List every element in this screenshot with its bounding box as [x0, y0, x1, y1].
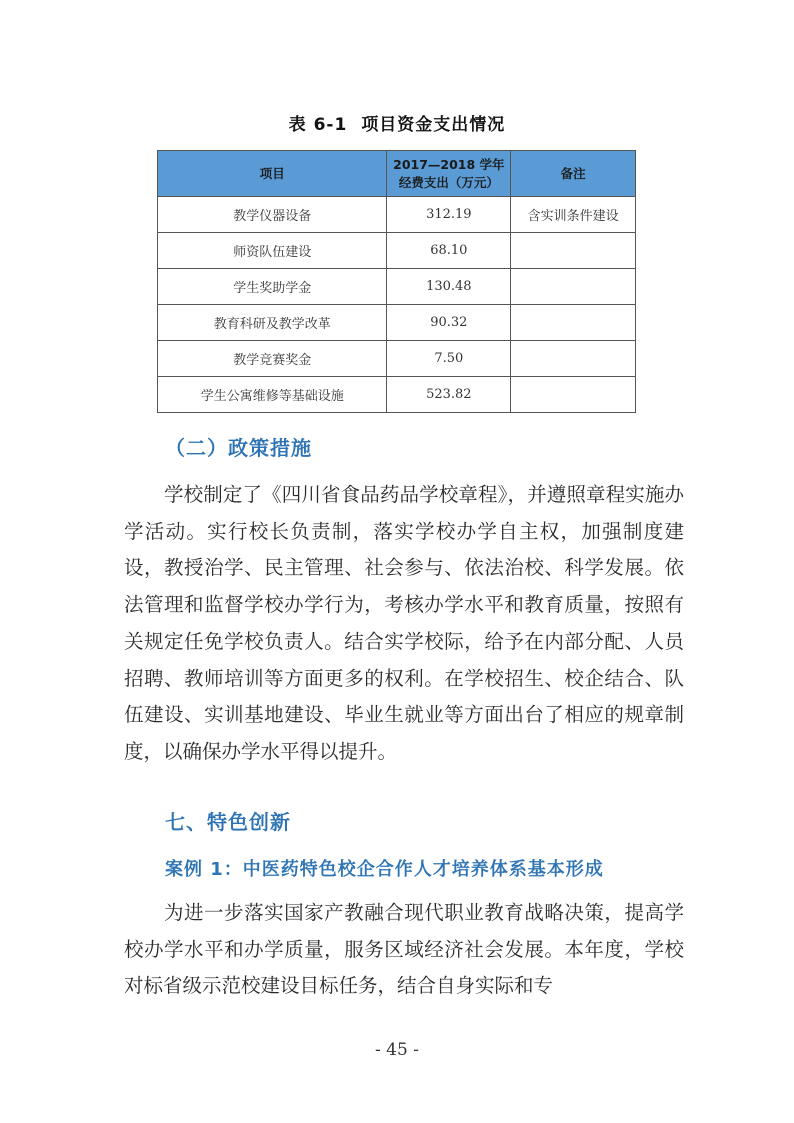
cell-note [511, 377, 636, 413]
table-caption [0, 110, 794, 135]
section-7-heading: 七、特色创新 [165, 810, 291, 834]
table-row [158, 269, 636, 305]
cell-note [511, 233, 636, 269]
cell-item: 学生公寓维修等基础设施 [158, 377, 387, 413]
policy-paragraph [124, 477, 684, 771]
table-row [158, 341, 636, 377]
header-amount-line1: 2017—2018 学年 [393, 156, 505, 172]
cell-amount: 7.50 [387, 341, 511, 377]
table-row [158, 233, 636, 269]
policy-paragraph-text: 学校制定了《四川省食品药品学校章程》，并遵照章程实施办学活动。实行校长负责制，落实学校办学自主权，加强制度建设，教授治学、民主管理、社会参与、依法治校、科学发展。依法管理和监督学校办学行为，考核办学水平和教育质量，按照有关规定任免学校负责人。结合实学校际，给予在内部分配、人员招聘、教师培训等方面更多的权利。在学校招生、校企结合、队伍建设、实训基地建设、毕业生就业等方面出台了相应的规章制度，以确保办学水平得以提升。 [124, 483, 684, 763]
table-number: 表 6-1 [288, 115, 348, 135]
cell-item: 教育科研及教学改革 [158, 305, 387, 341]
table-header-row [158, 151, 636, 197]
header-item: 项目 [158, 151, 387, 197]
case-1-paragraph: 为进一步落实国家产教融合现代职业教育战略决策，提高学校办学水平和办学质量，服务区域经济社会发展。本年度，学校对标省级示范校建设目标任务，结合自身实际和专 [124, 901, 684, 998]
page-number: - 45 - [375, 1040, 419, 1060]
table-row [158, 305, 636, 341]
case-1-title: 案例 1：中医药特色校企合作人才培养体系基本形成 [165, 859, 604, 880]
cell-note [511, 305, 636, 341]
header-note: 备注 [511, 151, 636, 197]
header-amount [387, 151, 511, 197]
cell-amount: 68.10 [387, 233, 511, 269]
cell-item: 教学仪器设备 [158, 197, 387, 233]
cell-item: 师资队伍建设 [158, 233, 387, 269]
cell-note: 含实训条件建设 [511, 197, 636, 233]
fund-expenditure-table [157, 150, 636, 413]
table-row [158, 377, 636, 413]
cell-amount: 90.32 [387, 305, 511, 341]
cell-item: 学生奖助学金 [158, 269, 387, 305]
table-row [158, 197, 636, 233]
policy-heading: （二）政策措施 [165, 436, 312, 460]
table-title-text: 项目资金支出情况 [361, 115, 506, 135]
cell-item: 教学竞赛奖金 [158, 341, 387, 377]
cell-amount: 523.82 [387, 377, 511, 413]
cell-note [511, 269, 636, 305]
cell-note [511, 341, 636, 377]
header-amount-line2: 经费支出（万元） [398, 174, 499, 190]
cell-amount: 130.48 [387, 269, 511, 305]
cell-amount: 312.19 [387, 197, 511, 233]
